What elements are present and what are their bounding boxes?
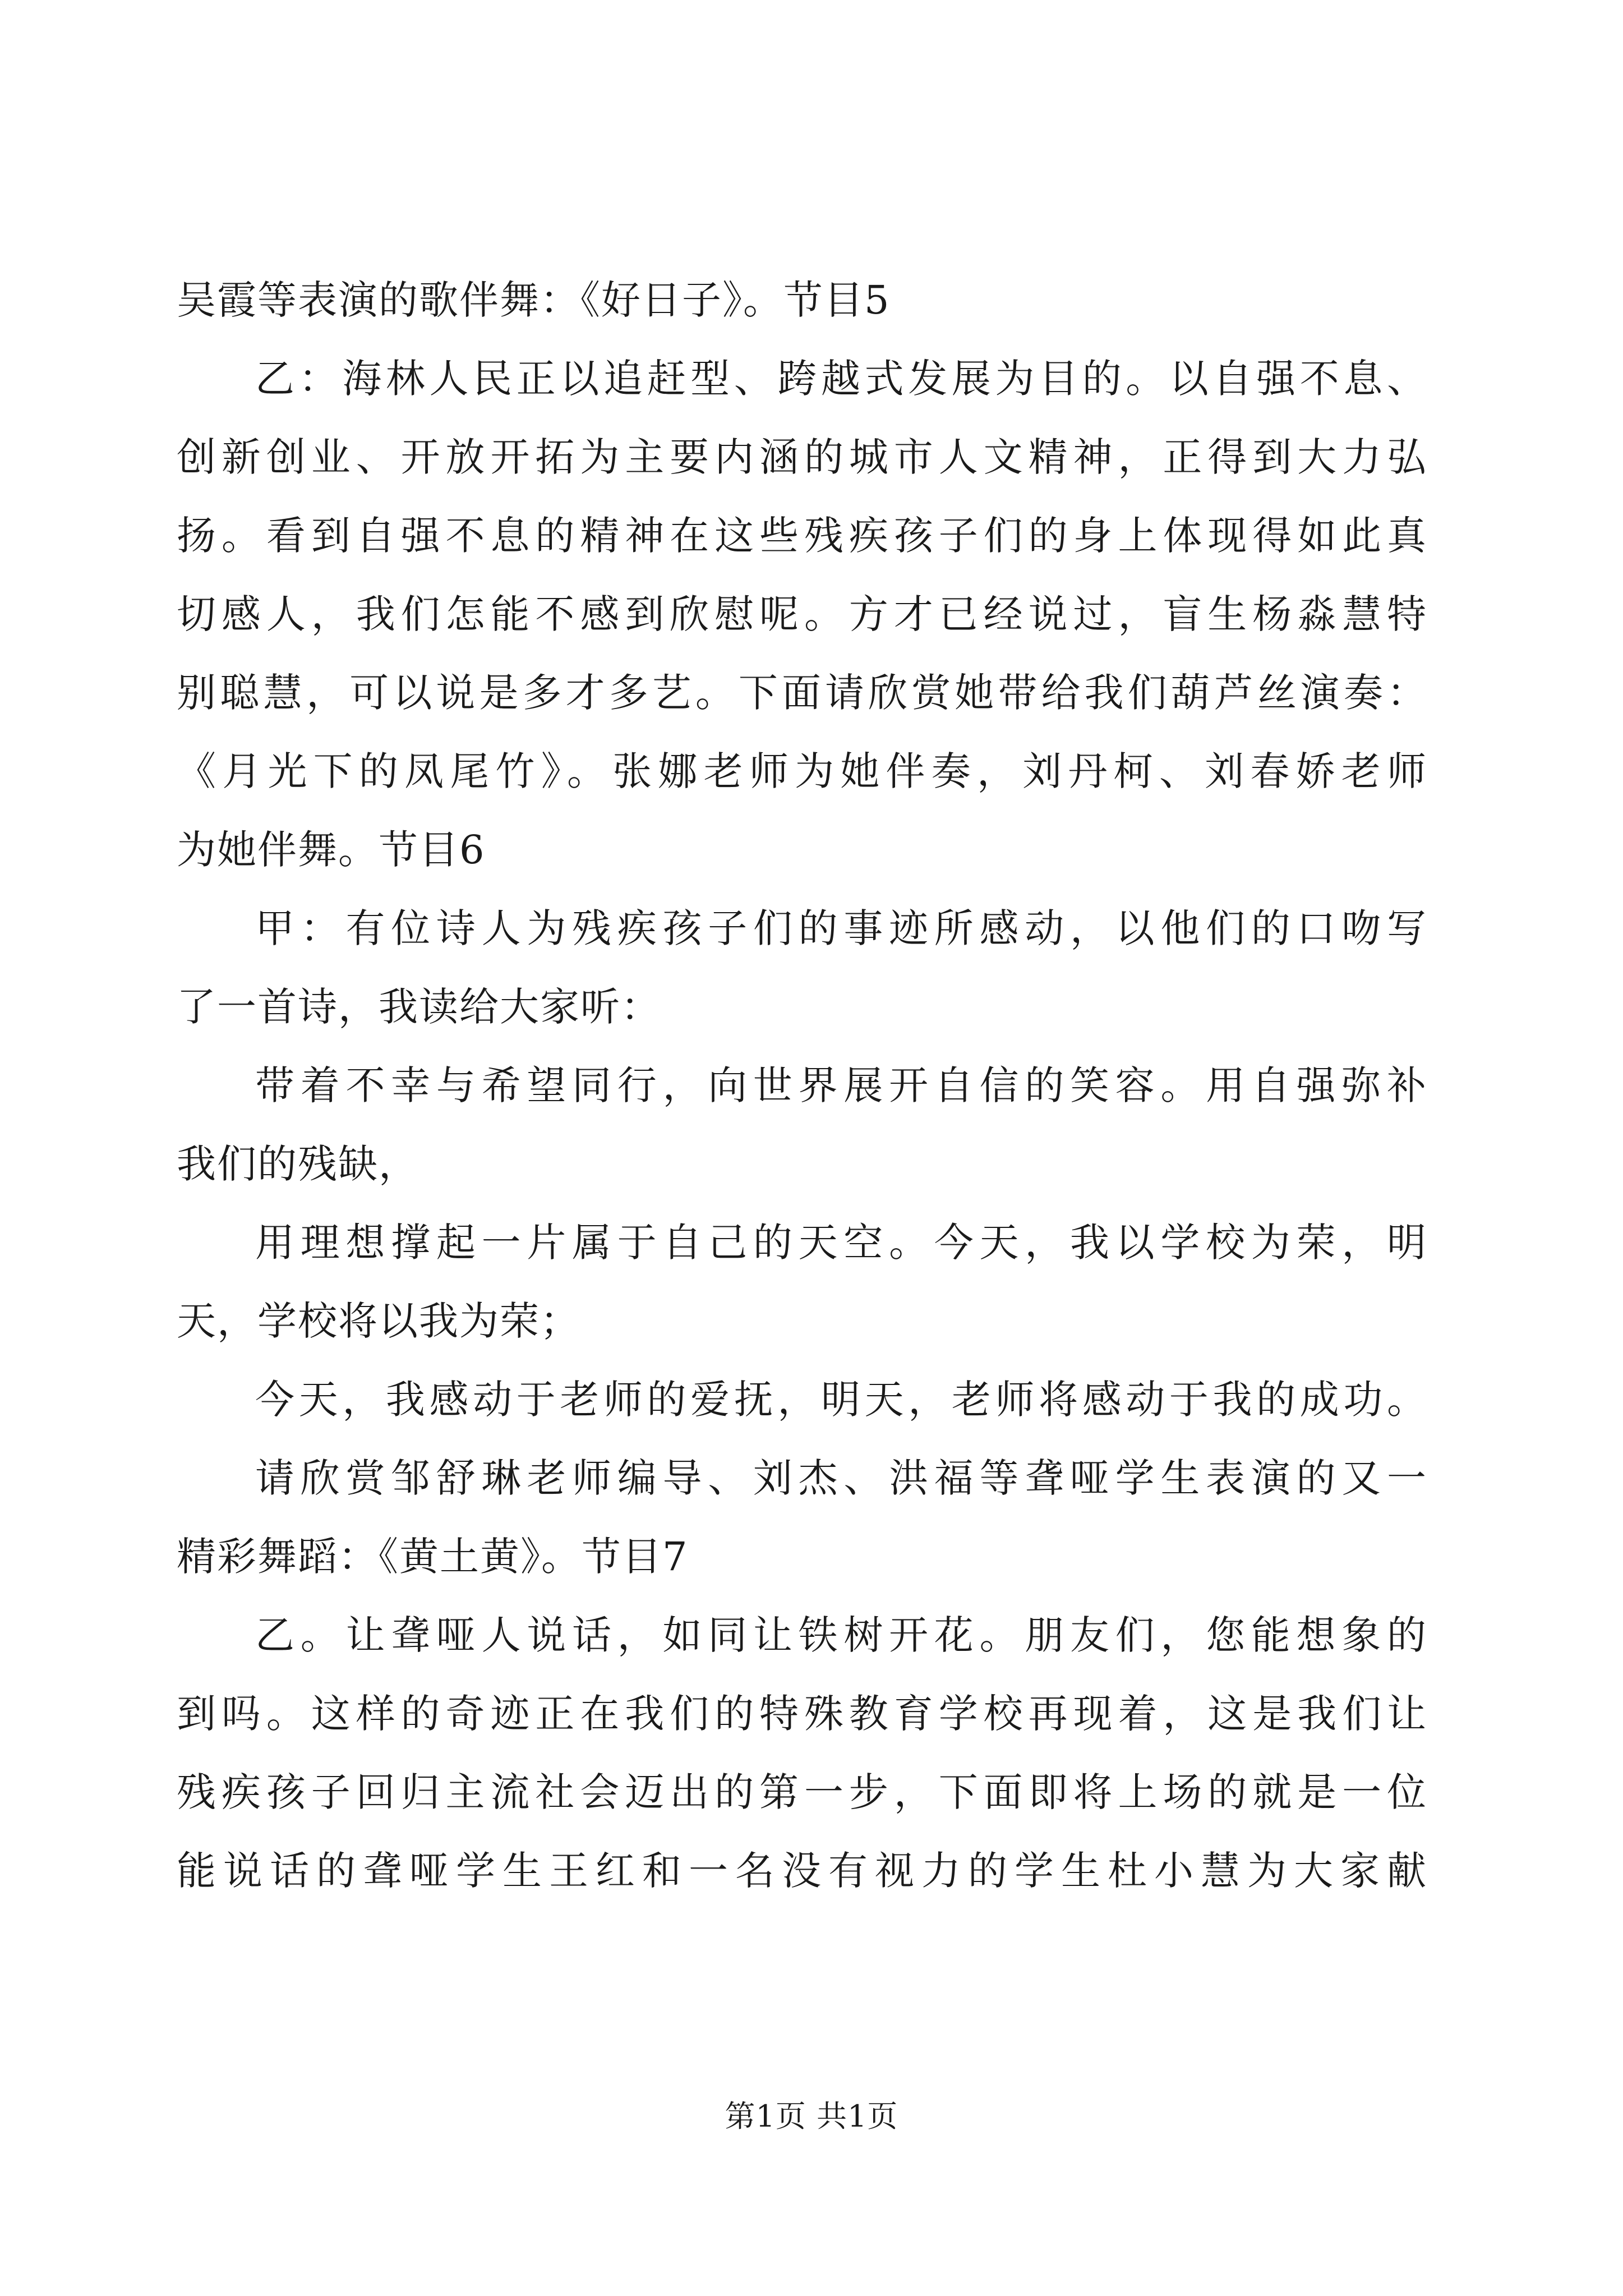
text-line: 我们的残缺， — [177, 1141, 419, 1187]
text-line: 《月光下的凤尾竹》。张娜老师为她伴奏，刘丹柯、刘春娇老师 — [177, 748, 1427, 794]
text-line: 今天，我感动于老师的爱抚，明天，老师将感动于我的成功。 — [255, 1377, 1427, 1423]
text-line: 用理想撑起一片属于自己的天空。今天，我以学校为荣，明 — [255, 1220, 1427, 1266]
text-line: 切感人，我们怎能不感到欣慰呢。方才已经说过，盲生杨淼慧特 — [177, 591, 1427, 637]
text-line: 精彩舞蹈：《黄土黄》。节目7 — [177, 1534, 689, 1580]
text-line: 乙。让聋哑人说话，如同让铁树开花。朋友们，您能想象的 — [255, 1612, 1427, 1658]
text-line: 乙：海林人民正以追赶型、跨越式发展为目的。以自强不息、 — [255, 356, 1427, 402]
text-line: 扬。看到自强不息的精神在这些残疾孩子们的身上体现得如此真 — [177, 513, 1427, 559]
text-line: 吴霞等表演的歌伴舞：《好日子》。节目5 — [177, 277, 891, 323]
text-line: 别聪慧，可以说是多才多艺。下面请欣赏她带给我们葫芦丝演奏： — [177, 670, 1427, 716]
text-line: 了一首诗，我读给大家听： — [177, 984, 661, 1030]
document-body — [177, 261, 1427, 1910]
text-line: 请欣赏邹舒琳老师编导、刘杰、洪福等聋哑学生表演的又一 — [255, 1455, 1427, 1501]
page-footer: 第1页 共1页 — [725, 2099, 898, 2134]
text-line: 为她伴舞。节目6 — [177, 827, 486, 873]
text-line: 甲：有位诗人为残疾孩子们的事迹所感动，以他们的口吻写 — [255, 905, 1427, 951]
text-line: 创新创业、开放开拓为主要内涵的城市人文精神，正得到大力弘 — [177, 434, 1427, 480]
text-line: 带着不幸与希望同行，向世界展开自信的笑容。用自强弥补 — [255, 1062, 1427, 1108]
text-line: 残疾孩子回归主流社会迈出的第一步，下面即将上场的就是一位 — [177, 1769, 1427, 1815]
text-line: 天，学校将以我为荣； — [177, 1298, 580, 1344]
text-line: 能说话的聋哑学生王红和一名没有视力的学生杜小慧为大家献 — [177, 1848, 1427, 1894]
text-line: 到吗。这样的奇迹正在我们的特殊教育学校再现着，这是我们让 — [177, 1691, 1427, 1737]
